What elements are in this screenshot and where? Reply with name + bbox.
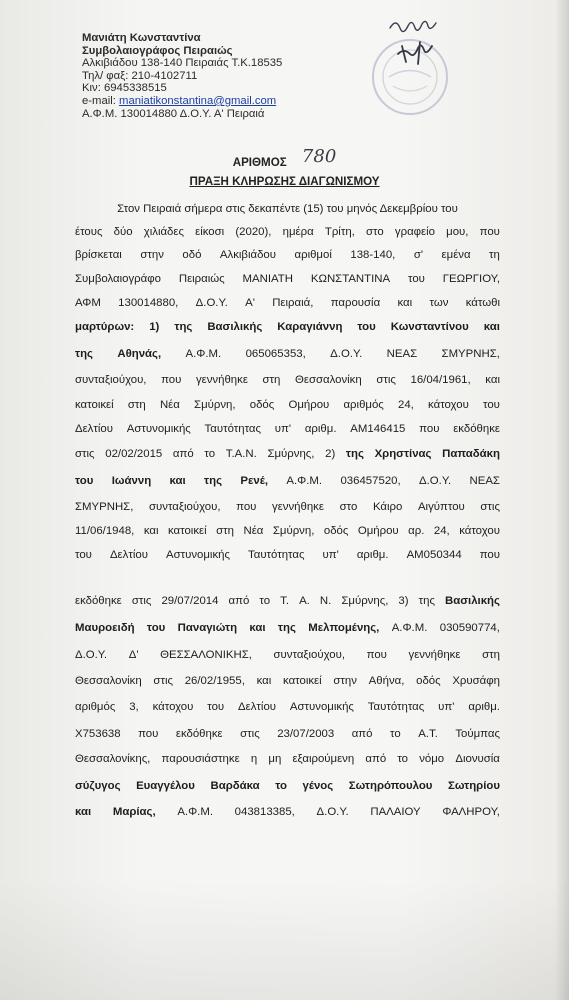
notary-profession: Συμβολαιογράφος Πειραιώς	[82, 44, 233, 57]
body-line: του Δελτίου Αστυνομικής Ταυτότητας υπ' αριθμ. ΑΜ050344 που	[75, 549, 500, 561]
body-line: βρίσκεται στην οδό Αλκιβιάδου αριθμοί 138-140, σ' εμένα τη	[75, 249, 500, 261]
body-line: Θεσσαλονίκη στις 26/02/1955, και κατοικεί στην Αθήνα, οδός Χρυσάφη	[75, 675, 500, 687]
page-edge-shadow	[555, 0, 569, 1000]
notary-email-link[interactable]: maniatikonstantina@gmail.com	[119, 94, 277, 107]
body-line: κατοικεί στη Νέα Σμύρνη, οδός Ομήρου αριθμός 24, κάτοχου του	[75, 399, 500, 411]
deed-number-row	[0, 146, 569, 171]
body-line: και Μαρίας, Α.Φ.Μ. 043813385, Δ.Ο.Υ. ΠΑΛΑΙΟΥ ΦΑΛΗΡΟΥ,	[75, 806, 500, 818]
body-line: Συμβολαιογράφο Πειραιώς ΜΑΝΙΑΤΗ ΚΩΝΣΤΑΝΤΙΝΑ του ΓΕΩΡΓΙΟΥ,	[75, 273, 500, 285]
notary-phone: Τηλ/ φαξ: 210-4102711	[82, 69, 198, 82]
body-line: Θεσσαλονίκης, παρουσιάστηκε η μη εξαιρούμενη από το νόμο Διονυσία	[75, 753, 500, 765]
body-line: σύζυγος Ευαγγέλου Βαρδάκα το γένος Σωτηρόπουλου Σωτηρίου	[75, 780, 500, 792]
notary-name: Μανιάτη Κωνσταντίνα	[82, 32, 201, 44]
body-line: της Αθηνάς, Α.Φ.Μ. 065065353, Δ.Ο.Υ. ΝΕΑΣ ΣΜΥΡΝΗΣ,	[75, 348, 500, 360]
deed-number-label: ΑΡΙΘΜΟΣ	[232, 156, 287, 169]
body-line: ΣΜΥΡΝΗΣ, συνταξιούχου, που γεννήθηκε στο Κάιρο Αιγύπτου στις	[75, 501, 500, 513]
body-line: του Ιωάννη και της Ρενέ, Α.Φ.Μ. 036457520, Δ.Ο.Υ. ΝΕΑΣ	[75, 475, 500, 487]
deed-title	[0, 175, 569, 188]
email-label: e-mail:	[82, 94, 116, 107]
body-line: 11/06/1948, και κατοικεί στη Νέα Σμύρνη, οδός Ομήρου αρ. 24, κάτοχου	[75, 525, 500, 537]
body-line: στις 02/02/2015 από το Τ.Α.Ν. Σμύρνης, 2) της Χρηστίνας Παπαδάκη	[75, 448, 500, 460]
page-bottom-shadow	[0, 880, 569, 1000]
notary-email-line	[82, 95, 282, 108]
body-line: συνταξιούχου, που γεννήθηκε στη Θεσσαλονίκη στις 16/04/1961, και	[75, 374, 500, 386]
notary-mobile: Κιν: 6945338515	[82, 82, 167, 95]
body-line: Στον Πειραιά σήμερα στις δεκαπέντε (15) του μηνός Δεκεμβρίου του	[117, 203, 458, 215]
deed-title-text: ΠΡΑΞΗ ΚΛΗΡΩΣΗΣ ΔΙΑΓΩΝΙΣΜΟΥ	[189, 175, 380, 188]
body-line: Μαυροειδή του Παναγιώτη και της Μελπομένης, Α.Φ.Μ. 030590774,	[75, 622, 500, 634]
notary-letterhead	[82, 32, 282, 120]
notary-address: Αλκιβιάδου 138-140 Πειραιάς Τ.Κ.18535	[82, 57, 283, 70]
handwritten-signature-icon	[384, 12, 444, 76]
body-line: Χ753638 που εκδόθηκε στις 23/07/2003 από το Α.Τ. Τούμπας	[75, 728, 500, 740]
body-line: Δ.Ο.Υ. Δ' ΘΕΣΣΑΛΟΝΙΚΗΣ, συνταξιούχου, που γεννήθηκε στη	[75, 649, 500, 661]
body-line: εκδόθηκε στις 29/07/2014 από το Τ. Α. Ν. Σμύρνης, 3) της Βασιλικής	[75, 595, 500, 607]
notary-tax-info: Α.Φ.Μ. 130014880 Δ.Ο.Υ. Α' Πειραιά	[82, 107, 265, 120]
body-line: μαρτύρων: 1) της Βασιλικής Καραγιάννη του Κωνσταντίνου και	[75, 321, 500, 333]
body-line: ΑΦΜ 130014880, Δ.Ο.Υ. Α' Πειραιά, παρουσία και των κάτωθι	[75, 297, 500, 309]
body-line: αριθμός 3, κάτοχου του Δελτίου Αστυνομικής Ταυτότητας υπ' αριθμ.	[75, 701, 500, 713]
body-line: έτους δύο χιλιάδες είκοσι (2020), ημέρα Τρίτη, στο γραφείο μου, που	[75, 226, 500, 238]
body-line: Δελτίου Αστυνομικής Ταυτότητας υπ' αριθμ. ΑΜ146415 που εκδόθηκε	[75, 423, 500, 435]
deed-number-handwritten: 780	[301, 146, 337, 167]
